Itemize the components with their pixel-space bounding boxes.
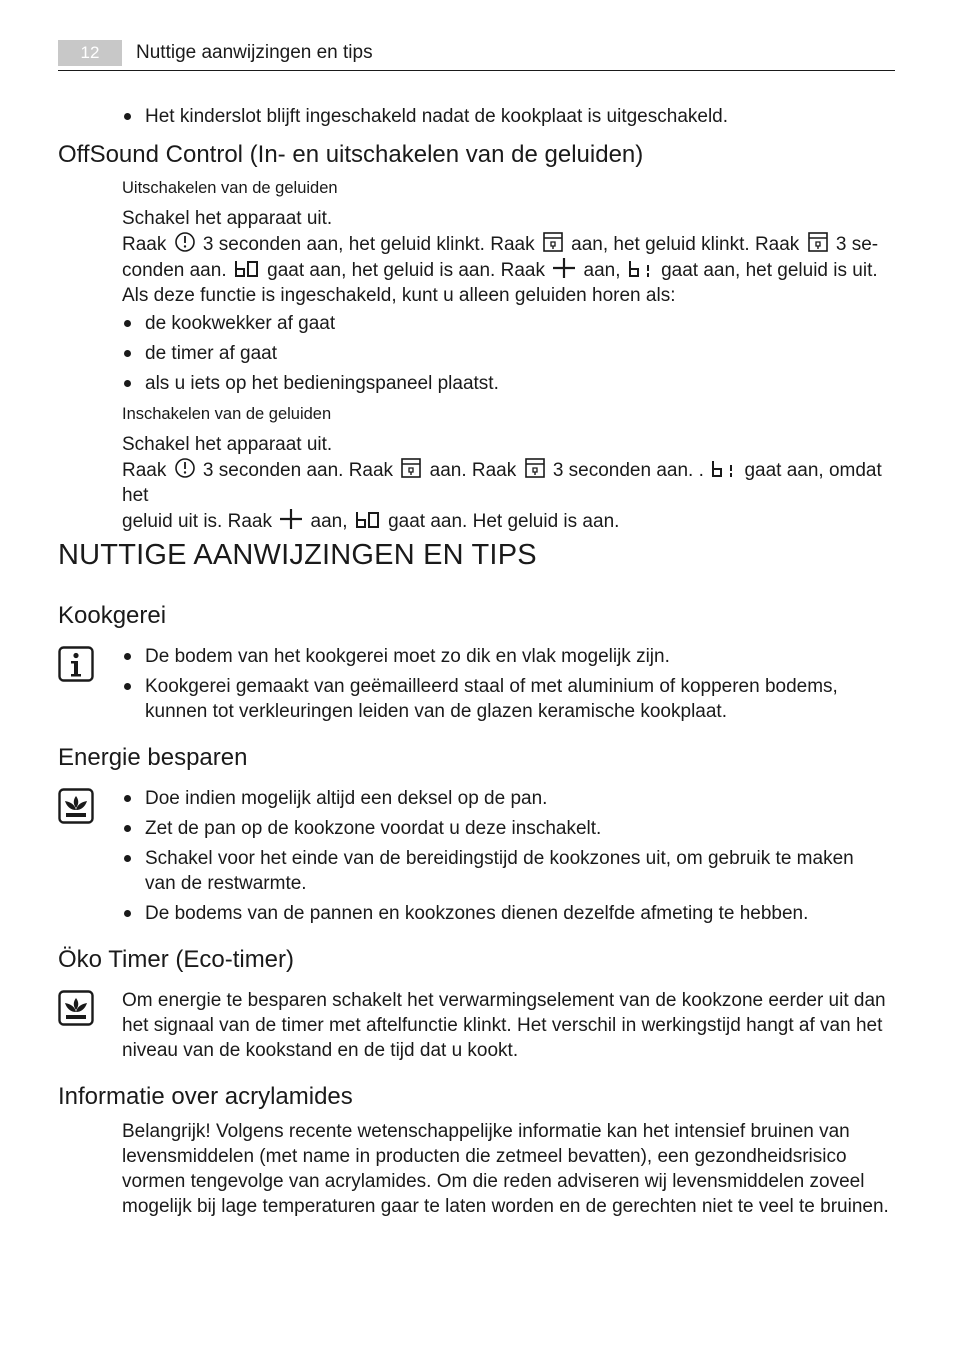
page-number: 12 bbox=[58, 40, 122, 66]
running-title: Nuttige aanwijzingen en tips bbox=[136, 42, 373, 63]
display-b1-icon bbox=[628, 259, 654, 279]
text-span: 3 seconden aan, het geluid klinkt. Raak bbox=[202, 234, 535, 255]
energie-bullets bbox=[122, 786, 882, 926]
text-span: gaat aan, het geluid is uit. bbox=[661, 260, 878, 281]
off-sub-label: Uitschakelen van de geluiden bbox=[122, 179, 338, 197]
acryl-heading: Informatie over acrylamides bbox=[58, 1083, 353, 1110]
lock-key-icon bbox=[400, 457, 422, 479]
oko-text: Om energie te besparen schakelt het verwarmingselement van de kookzone eerder uit dan het signaal van de timer met aftelfunctie klinkt. Het verschil in werkingstijd hangt af van het niveau van de kookstand en de tijd dat u kookt. bbox=[122, 990, 886, 1061]
important-label: Belangrijk! bbox=[122, 1121, 211, 1142]
list-item: De bodem van het kookgerei moet zo dik en vlak mogelijk zijn. bbox=[122, 644, 882, 669]
off-bullet-list bbox=[122, 311, 897, 396]
text-span: Raak bbox=[122, 234, 167, 255]
on-paragraph bbox=[122, 432, 897, 534]
plus-icon bbox=[552, 257, 576, 279]
lock-key-icon bbox=[524, 457, 546, 479]
acryl-text: Volgens recente wetenschappelijke informatie kan het intensief bruinen van levensmiddelen (met name in producten die zetmeel bevatten), een gezondheidsrisico vormen tengevolge van acrylamides. Om die reden adviseren wij levensmiddelen zoveel mogelijk bij lage temperaturen gaar te laten worden en de gerechten niet te veel te bruinen. bbox=[122, 1121, 889, 1217]
acryl-paragraph bbox=[122, 1119, 892, 1219]
text-span: gaat aan. Het geluid is aan. bbox=[388, 511, 620, 532]
power-icon bbox=[174, 457, 196, 479]
list-item: als u iets op het bedieningspaneel plaatst. bbox=[122, 371, 897, 396]
list-item: Zet de pan op de kookzone voordat u deze inschakelt. bbox=[122, 816, 882, 841]
on-line2 bbox=[122, 457, 897, 508]
list-item: Doe indien mogelijk altijd een deksel op de pan. bbox=[122, 786, 882, 811]
info-icon bbox=[58, 646, 94, 682]
text-span: aan, bbox=[583, 260, 621, 281]
header-divider bbox=[58, 70, 895, 71]
list-item: de timer af gaat bbox=[122, 341, 897, 366]
oko-heading: Öko Timer (Eco-timer) bbox=[58, 946, 295, 973]
kookgerei-bullets bbox=[122, 644, 882, 724]
text-span: gaat aan, het geluid is aan. Raak bbox=[267, 260, 545, 281]
text-span: aan, het geluid klinkt. Raak bbox=[571, 234, 800, 255]
display-b0-icon bbox=[234, 259, 260, 279]
top-bullet-list bbox=[122, 104, 902, 129]
on-line3 bbox=[122, 508, 897, 534]
text-span: 3 seconden aan. . bbox=[552, 460, 704, 481]
on-sub-label: Inschakelen van de geluiden bbox=[122, 405, 332, 423]
lock-key-icon bbox=[542, 231, 564, 253]
display-b1-icon bbox=[711, 459, 737, 479]
plus-icon bbox=[279, 508, 303, 530]
offsound-heading: OffSound Control (In- en uitschakelen van de geluiden) bbox=[58, 141, 644, 168]
list-item: Schakel voor het einde van de bereidingstijd de kookzones uit, om gebruik te maken van de restwarmte. bbox=[122, 846, 882, 896]
off-line4: Als deze functie is ingeschakeld, kunt u alleen geluiden horen als: bbox=[122, 285, 676, 306]
text-span: aan, bbox=[310, 511, 348, 532]
text-span: 3 seconden aan. Raak bbox=[202, 460, 394, 481]
list-item: Het kinderslot blijft ingeschakeld nadat de kookplaat is uitgeschakeld. bbox=[122, 104, 902, 129]
kookgerei-heading: Kookgerei bbox=[58, 602, 167, 629]
list-item: De bodems van de pannen en kookzones dienen dezelfde afmeting te hebben. bbox=[122, 901, 882, 926]
energie-heading: Energie besparen bbox=[58, 744, 248, 771]
display-b0-icon bbox=[355, 510, 381, 530]
on-line1: Schakel het apparaat uit. bbox=[122, 434, 333, 455]
text-span: 3 se- bbox=[835, 234, 879, 255]
eco-leaf-icon bbox=[58, 990, 94, 1026]
list-item: de kookwekker af gaat bbox=[122, 311, 897, 336]
off-paragraph bbox=[122, 206, 897, 308]
text-span: geluid uit is. Raak bbox=[122, 511, 272, 532]
eco-leaf-icon bbox=[58, 788, 94, 824]
text-span: aan. Raak bbox=[429, 460, 517, 481]
off-line2 bbox=[122, 231, 897, 257]
section-heading: NUTTIGE AANWIJZINGEN EN TIPS bbox=[58, 539, 537, 571]
text-span: conden aan. bbox=[122, 260, 227, 281]
power-icon bbox=[174, 231, 196, 253]
off-line1: Schakel het apparaat uit. bbox=[122, 208, 333, 229]
text-span: gaat aan, omdat het bbox=[122, 460, 882, 506]
text-span: Raak bbox=[122, 460, 167, 481]
list-item: Kookgerei gemaakt van geëmailleerd staal of met aluminium of kopperen bodems, kunnen tot verkleuringen leiden van de glazen keramische kookplaat. bbox=[122, 674, 882, 724]
off-line3 bbox=[122, 257, 897, 283]
lock-key-icon bbox=[807, 231, 829, 253]
